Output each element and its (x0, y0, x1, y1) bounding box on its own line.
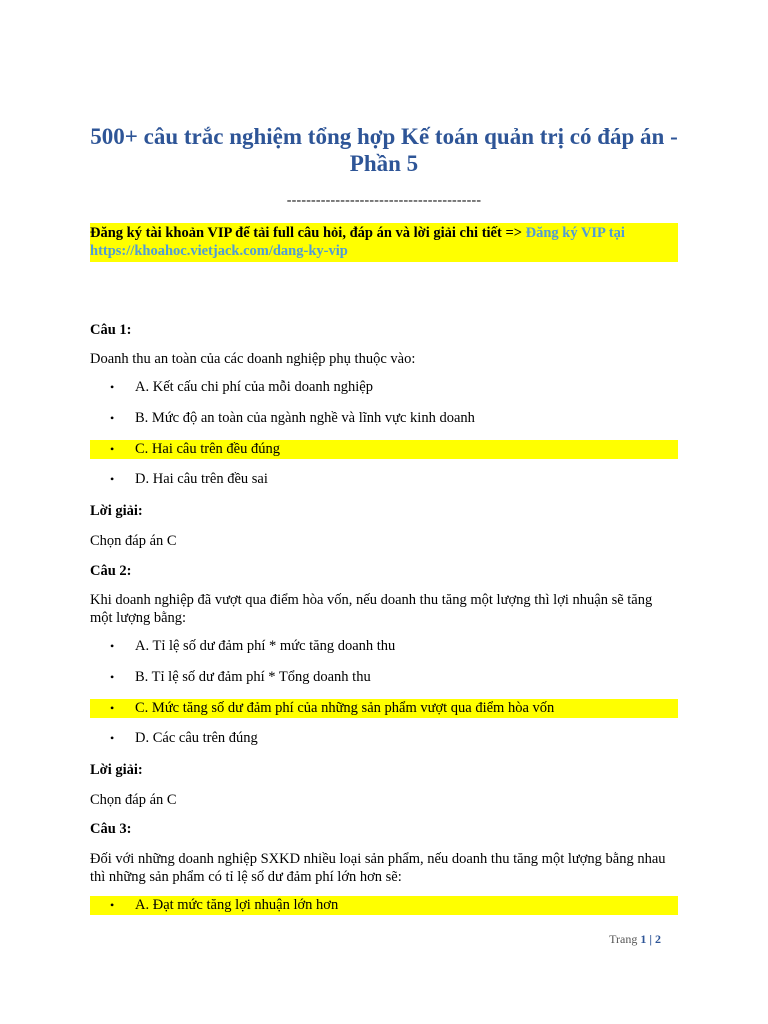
bullet-icon: • (110, 731, 115, 745)
question-1-option-a (90, 378, 678, 397)
page-number-prefix: Trang (609, 932, 638, 946)
option-label: A. Đạt mức tăng lợi nhuận lớn hơn (135, 897, 339, 913)
vip-notice (90, 223, 678, 262)
question-2-option-b (90, 668, 678, 687)
question-2-option-a (90, 637, 678, 656)
question-3-text: Đối với những doanh nghiệp SXKD nhiều loại sản phẩm, nếu doanh thu tăng một lượng bằng nhau thì những sản phẩm có tỉ lệ số dư đảm phí lớn hơn sẽ: (90, 851, 666, 885)
question-1-option-c-correct (90, 440, 678, 459)
option-label: B. Mức độ an toàn của ngành nghề và lĩnh vực kinh doanh (135, 410, 475, 426)
bullet-icon: • (110, 670, 115, 684)
bullet-icon: • (110, 472, 115, 486)
question-1-solution-label: Lời giải: (90, 503, 143, 519)
bullet-icon: • (110, 411, 115, 425)
option-label: B. Tỉ lệ số dư đảm phí * Tổng doanh thu (135, 669, 371, 685)
bullet-icon: • (110, 701, 115, 715)
option-label: A. Tỉ lệ số dư đảm phí * mức tăng doanh thu (135, 638, 396, 654)
question-1-label: Câu 1: (90, 322, 132, 338)
option-label: C. Hai câu trên đều đúng (135, 441, 280, 457)
question-1-text: Doanh thu an toàn của các doanh nghiệp phụ thuộc vào: (90, 351, 416, 367)
page-number-separator: | (649, 932, 652, 946)
vip-register-link[interactable]: Đăng ký VIP tại https://khoahoc.vietjack.com/dang-ky-vip (90, 225, 625, 259)
option-label: D. Hai câu trên đều sai (135, 471, 268, 487)
question-3-label: Câu 3: (90, 821, 132, 837)
page-number (560, 931, 661, 947)
option-label: A. Kết cấu chi phí của mỗi doanh nghiệp (135, 379, 373, 395)
page-title: 500+ câu trắc nghiệm tổng hợp Kế toán quản trị có đáp án - Phần 5 (90, 124, 678, 176)
bullet-icon: • (110, 639, 115, 653)
question-1-option-b (90, 409, 678, 428)
question-1-solution: Chọn đáp án C (90, 533, 177, 549)
question-2-solution: Chọn đáp án C (90, 792, 177, 808)
vip-notice-text: Đăng ký tài khoản VIP để tải full câu hỏi, đáp án và lời giải chi tiết => (90, 225, 526, 241)
divider-line: ---------------------------------------- (286, 193, 482, 208)
question-2-option-d (90, 729, 678, 748)
question-3-option-a-correct (90, 896, 678, 915)
bullet-icon: • (110, 898, 115, 912)
bullet-icon: • (110, 380, 115, 394)
question-2-label: Câu 2: (90, 563, 132, 579)
option-label: C. Mức tăng số dư đảm phí của những sản phẩm vượt qua điểm hòa vốn (135, 700, 555, 716)
option-label: D. Các câu trên đúng (135, 730, 258, 746)
page-number-total: 2 (655, 932, 661, 946)
question-2-text: Khi doanh nghiệp đã vượt qua điểm hòa vốn, nếu doanh thu tăng một lượng thì lợi nhuận sẽ tăng một lượng bằng: (90, 592, 653, 626)
question-2-solution-label: Lời giải: (90, 762, 143, 778)
bullet-icon: • (110, 442, 115, 456)
question-2-option-c-correct (90, 699, 678, 718)
page-number-current: 1 (640, 932, 647, 946)
question-1-option-d (90, 470, 678, 489)
